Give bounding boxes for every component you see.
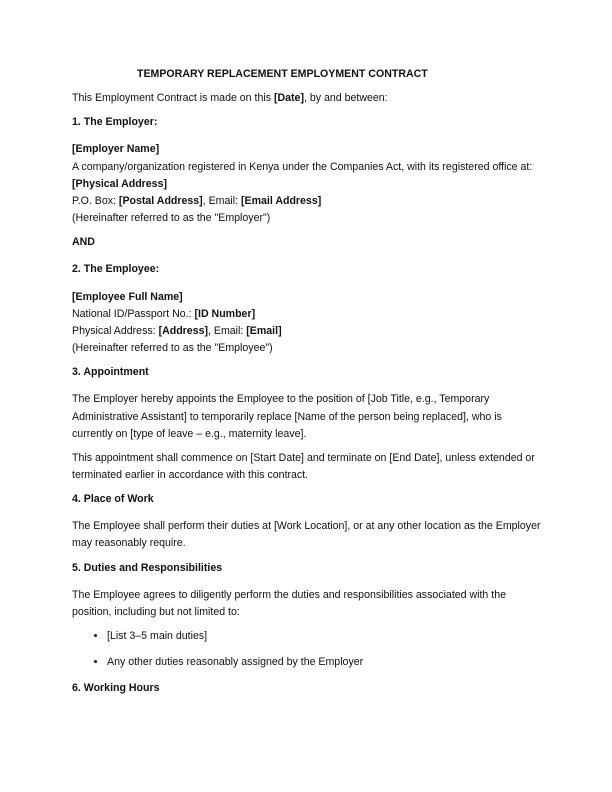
- employee-ref: (Hereinafter referred to as the "Employee"): [72, 342, 273, 355]
- duties-heading: 5. Duties and Responsibilities: [72, 561, 223, 574]
- document-page: [72, 66, 542, 708]
- employer-ref: (Hereinafter referred to as the "Employer"): [72, 212, 271, 225]
- employer-desc: A company/organization registered in Kenya under the Companies Act, with its registered office at:: [72, 160, 533, 173]
- employer-heading: 1. The Employer:: [72, 116, 158, 129]
- intro-text: This Employment Contract is made on this: [72, 92, 274, 105]
- list-item: • Any other duties reasonably assigned by the Employer: [107, 654, 542, 671]
- employee-contact: Physical Address: [Address], Email: [Email]: [72, 324, 282, 337]
- duties-list: [72, 628, 542, 671]
- employee-email: [Email]: [246, 324, 282, 337]
- postal-placeholder: [Postal Address]: [118, 194, 203, 207]
- appointment-paragraph-1: The Employer hereby appoints the Employee to the position of [Job Title, e.g., Temporary Administrative Assistant] to temporarily replace [Name of the person being replaced], who is currently on [type of leave – e.g., maternity leave].: [72, 393, 502, 440]
- employer-contact: P.O. Box: [Postal Address], Email: [Email Address]: [72, 194, 322, 207]
- employer-name: [Employer Name]: [72, 143, 160, 156]
- place-heading: 4. Place of Work: [72, 493, 154, 506]
- employer-address: [Physical Address]: [72, 177, 167, 190]
- page-title: TEMPORARY REPLACEMENT EMPLOYMENT CONTRACT: [137, 68, 428, 80]
- date-placeholder: [Date]: [273, 92, 304, 105]
- duties-paragraph: The Employee agrees to diligently perform the duties and responsibilities associated with the position, including but not limited to:: [72, 588, 506, 618]
- employee-name: [Employee Full Name]: [72, 290, 183, 303]
- and-separator: AND: [72, 236, 95, 249]
- employer-block: [72, 141, 542, 227]
- address-placeholder: [Address]: [158, 324, 209, 337]
- place-paragraph: The Employee shall perform their duties at [Work Location], or at any other location as the Employer may reasonably require.: [72, 520, 541, 550]
- employee-heading: 2. The Employee:: [72, 263, 160, 276]
- appointment-paragraph-2: This appointment shall commence on [Start Date] and terminate on [End Date], unless extended or terminated earlier in accordance with this contract.: [72, 451, 535, 481]
- hours-heading: 6. Working Hours: [72, 682, 160, 695]
- employer-email: [Email Address]: [240, 194, 322, 207]
- appointment-heading: 3. Appointment: [72, 366, 149, 379]
- employee-block: [72, 289, 542, 358]
- intro-paragraph: [72, 90, 542, 107]
- employee-id: National ID/Passport No.: [ID Number]: [72, 307, 256, 320]
- id-placeholder: [ID Number]: [194, 307, 256, 320]
- intro-text-end: , by and between:: [303, 92, 388, 105]
- list-item: • [List 3–5 main duties]: [107, 628, 542, 645]
